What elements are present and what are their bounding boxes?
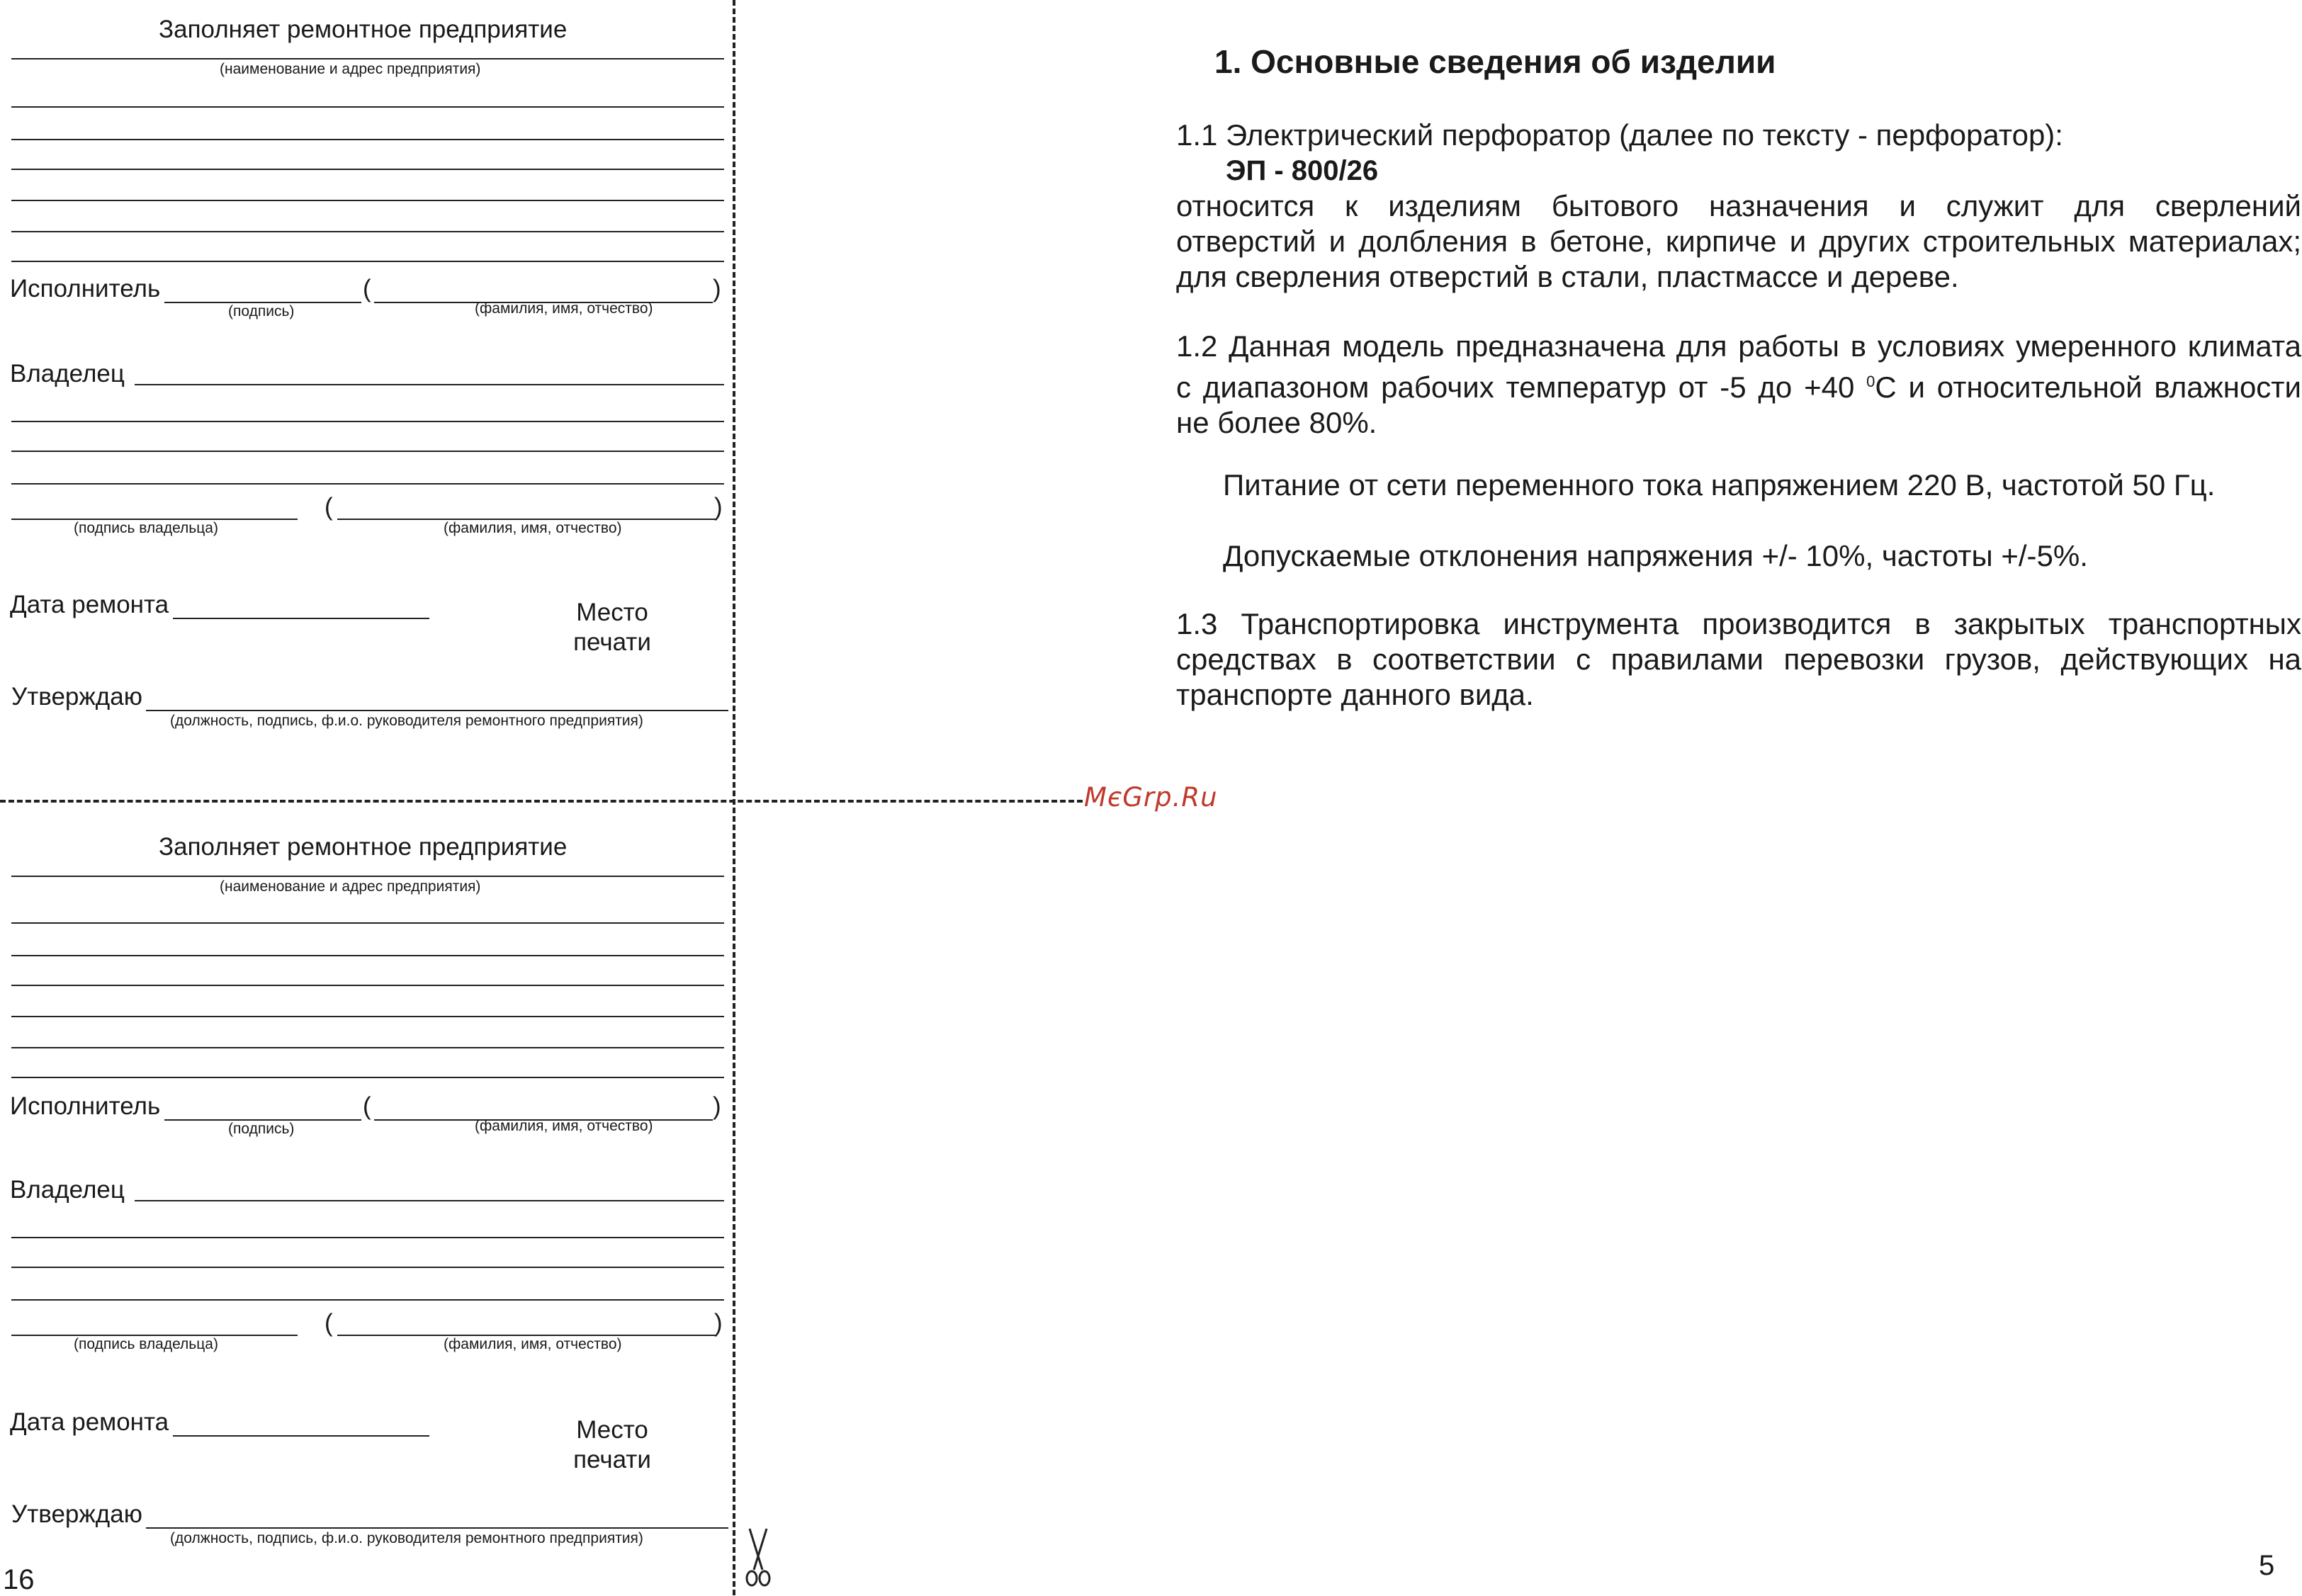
name-address-caption: (наименование и адрес предприятия): [220, 61, 481, 77]
owner-sign-caption: (подпись владельца): [74, 1336, 218, 1352]
owner-line[interactable]: [135, 384, 724, 385]
paren-open: (: [363, 275, 371, 302]
approve-label: Утверждаю: [11, 1500, 142, 1528]
repair-form-top: [0, 0, 737, 793]
name-address-caption: (наименование и адрес предприятия): [220, 878, 481, 895]
paren-close: ): [714, 493, 723, 521]
p1-line: для сверления отверстий в стали, пластмассе и дереве.: [1176, 260, 1959, 293]
p1-line: отверстий и долбления в бетоне, кирпиче и других строительных материалах;: [1176, 225, 2301, 258]
form-line[interactable]: [11, 261, 724, 262]
owner-line[interactable]: [135, 1200, 724, 1201]
paragraph-1-2: [1176, 329, 2301, 441]
form-line[interactable]: [11, 483, 724, 485]
p2-line: не более 80%.: [1176, 406, 1377, 439]
approve-line[interactable]: [146, 1527, 728, 1529]
p2-line2-b: С и относительной влажности: [1875, 370, 2301, 404]
fio-caption: (фамилия, имя, отчество): [444, 1336, 622, 1352]
paren-open: (: [325, 493, 333, 521]
horizontal-cut-line: [0, 800, 1083, 803]
tolerance-spec: Допускаемые отклонения напряжения +/- 10%, частоты +/-5%.: [1223, 539, 2088, 572]
section-heading: 1. Основные сведения об изделии: [1214, 43, 1776, 80]
stamp-line-2: печати: [573, 628, 651, 656]
owner-sign-caption: (подпись владельца): [74, 520, 218, 536]
form-line[interactable]: [11, 1267, 724, 1268]
form-line[interactable]: [11, 1299, 724, 1301]
executor-label: Исполнитель: [10, 1092, 161, 1120]
repair-date-label: Дата ремонта: [10, 591, 169, 618]
form-line[interactable]: [11, 1047, 724, 1048]
form-line[interactable]: [11, 876, 724, 877]
approve-caption: (должность, подпись, ф.и.о. руководителя ремонтного предприятия): [170, 713, 643, 729]
owner-label: Владелец: [10, 360, 125, 387]
form-title: Заполняет ремонтное предприятие: [159, 833, 568, 861]
degree-sign: 0: [1866, 373, 1875, 390]
form-line[interactable]: [11, 985, 724, 986]
approve-caption: (должность, подпись, ф.и.о. руководителя ремонтного предприятия): [170, 1530, 643, 1546]
left-page-number: 16: [3, 1564, 35, 1595]
form-line[interactable]: [11, 1237, 724, 1238]
form-line[interactable]: [11, 1077, 724, 1078]
repair-date-line[interactable]: [173, 618, 429, 619]
executor-label: Исполнитель: [10, 275, 161, 302]
p2-line: [1176, 364, 2301, 405]
p3-line: транспорте данного вида.: [1176, 678, 1534, 711]
repair-form-bottom: [0, 816, 737, 1595]
form-line[interactable]: [11, 139, 724, 140]
paren-open: (: [363, 1092, 371, 1120]
repair-date-label: Дата ремонта: [10, 1408, 169, 1436]
approve-line[interactable]: [146, 710, 728, 711]
form-line[interactable]: [11, 955, 724, 956]
p3-line: средствах в соответствии с правилами перевозки грузов, действующих на: [1176, 643, 2301, 676]
form-line[interactable]: [11, 231, 724, 232]
stamp-place: [563, 598, 662, 657]
scissors-icon: [744, 1527, 772, 1588]
p1-intro: 1.1 Электрический перфоратор (далее по тексту - перфоратор):: [1176, 118, 2063, 152]
form-line[interactable]: [11, 451, 724, 452]
p2-line: 1.2 Данная модель предназначена для работы в условиях умеренного климата: [1176, 329, 2301, 363]
stamp-line-1: Место: [576, 599, 648, 626]
approve-label: Утверждаю: [11, 683, 142, 711]
sign-caption: (подпись): [228, 303, 295, 319]
p3-line: 1.3 Транспортировка инструмента производится в закрытых транспортных: [1176, 607, 2301, 640]
form-line[interactable]: [11, 1016, 724, 1017]
fio-caption: (фамилия, имя, отчество): [475, 300, 653, 317]
p1-line: относится к изделиям бытового назначения и служит для сверлений: [1176, 189, 2301, 222]
fio-caption: (фамилия, имя, отчество): [444, 520, 622, 536]
paren-open: (: [325, 1309, 333, 1337]
paren-close: ): [713, 275, 721, 302]
form-line[interactable]: [11, 421, 724, 422]
stamp-line-2: печати: [573, 1446, 651, 1473]
model-name: ЭП - 800/26: [1226, 155, 1379, 186]
form-line[interactable]: [11, 106, 724, 108]
form-line[interactable]: [11, 169, 724, 170]
form-line[interactable]: [11, 922, 724, 924]
p2-line2-a: с диапазоном рабочих температур от -5 до +40: [1176, 370, 1867, 404]
paren-close: ): [714, 1309, 723, 1337]
stamp-line-1: Место: [576, 1416, 648, 1444]
watermark: MєGrp.Ru: [1084, 782, 1218, 813]
power-spec: Питание от сети переменного тока напряжением 220 В, частотой 50 Гц.: [1223, 468, 2216, 502]
form-line[interactable]: [11, 58, 724, 60]
sign-caption: (подпись): [228, 1121, 295, 1137]
owner-label: Владелец: [10, 1176, 125, 1204]
stamp-place: [563, 1415, 662, 1475]
paragraph-1-3: [1176, 606, 2301, 713]
paragraph-1-1: [1176, 118, 2301, 295]
paren-close: ): [713, 1092, 721, 1120]
form-title: Заполняет ремонтное предприятие: [159, 16, 568, 43]
fio-caption: (фамилия, имя, отчество): [475, 1118, 653, 1134]
repair-date-line[interactable]: [173, 1435, 429, 1437]
form-line[interactable]: [11, 200, 724, 201]
right-page-number: 5: [2259, 1550, 2275, 1581]
